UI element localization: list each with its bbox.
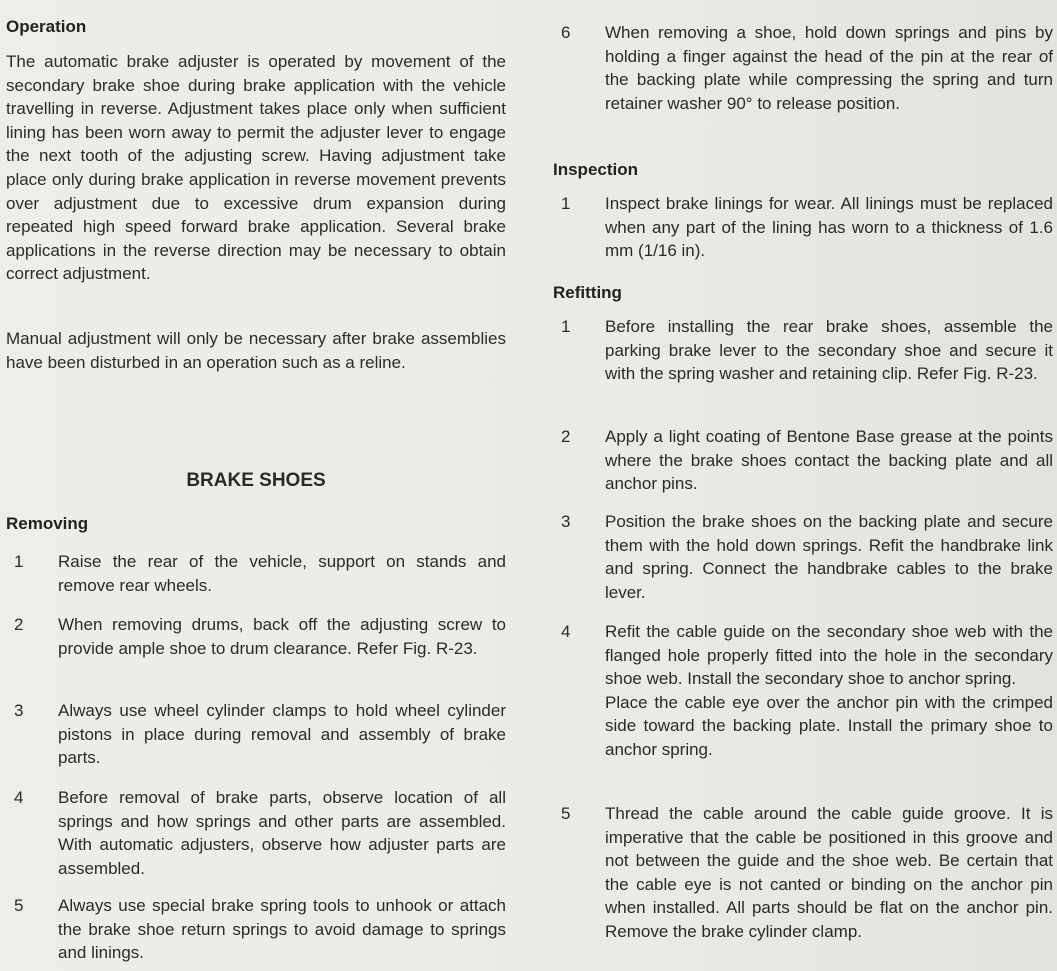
item-number: 2	[561, 427, 571, 446]
inspection-item-1	[553, 192, 1053, 263]
item-text: Before removal of brake parts, observe location of all springs and how springs and other parts are assembled. With automatic adjusters, observe how adjuster parts are assembled.	[58, 788, 506, 878]
item-number: 4	[14, 788, 24, 807]
item-number: 1	[561, 317, 571, 336]
removing-item-5	[6, 894, 506, 965]
item-text: Refit the cable guide on the secondary shoe web with the flanged hole properly fitted into the hole in the secondary shoe web. Install the secondary shoe to anchor spring.	[605, 622, 1053, 689]
item-number: 1	[561, 194, 571, 213]
refitting-heading: Refitting	[553, 283, 622, 302]
removing-item-2	[6, 613, 506, 660]
refitting-item-3	[553, 510, 1053, 604]
operation-heading: Operation	[6, 17, 87, 36]
item-number: 1	[14, 552, 24, 571]
item-number: 3	[561, 512, 571, 531]
item-text: Apply a light coating of Bentone Base grease at the points where the brake shoes contact the backing plate and all anchor pins.	[605, 427, 1053, 494]
item-text: Thread the cable around the cable guide groove. It is imperative that the cable be positioned in this groove and not between the guide and the shoe web. Be certain that the cable eye is not canted or binding on the anchor pin when installed. All parts should be flat on the anchor pin. Remove the brake cylinder clamp.	[605, 804, 1053, 941]
item-number: 2	[14, 615, 24, 634]
refitting-item-5	[553, 802, 1053, 944]
section-title: BRAKE SHOES	[186, 470, 326, 491]
item-text-continued: Place the cable eye over the anchor pin with the crimped side toward the backing plate. Install the primary shoe to anchor spring.	[605, 692, 1053, 759]
item-text: Always use special brake spring tools to unhook or attach the brake shoe return springs to avoid damage to springs and linings.	[58, 896, 506, 963]
operation-paragraph-1: The automatic brake adjuster is operated by movement of the secondary brake shoe during brake application with the vehicle travelling in reverse. Adjustment takes place only when sufficient lining has been worn away to permit the adjuster lever to engage the next tooth of the adjusting screw. Having adjustment take place only during brake application in reverse movement prevents over adjustment due to excessive drum expansion during repeated high speed forward brake application. Several brake applications in the reverse direction may be necessary to obtain correct adjustment.	[6, 52, 506, 284]
removing-item-4	[6, 786, 506, 880]
item-number: 5	[14, 896, 24, 915]
item-number: 4	[561, 622, 571, 641]
item-number: 3	[14, 701, 24, 720]
item-text: When removing a shoe, hold down springs and pins by holding a finger against the head of the pin at the rear of the backing plate while compressing the spring and turn retainer washer 90° to release position.	[605, 23, 1053, 113]
item-text: Before installing the rear brake shoes, assemble the parking brake lever to the secondary shoe and secure it with the spring washer and retaining clip. Refer Fig. R-23.	[605, 317, 1053, 384]
refitting-item-1	[553, 315, 1053, 386]
removing-heading: Removing	[6, 514, 89, 533]
item-text: Position the brake shoes on the backing plate and secure them with the hold down springs. Refit the handbrake link and spring. Connect the handbrake cables to the brake lever.	[605, 512, 1053, 602]
operation-paragraph-2: Manual adjustment will only be necessary after brake assemblies have been disturbed in an operation such as a reline.	[6, 329, 506, 372]
refitting-item-4	[553, 620, 1053, 762]
inspection-heading: Inspection	[553, 160, 639, 179]
item-text: Inspect brake linings for wear. All linings must be replaced when any part of the lining has worn to a thickness of 1.6 mm (1/16 in).	[605, 194, 1053, 261]
removing-item-6	[553, 21, 1053, 115]
removing-item-3	[6, 699, 506, 770]
item-text: When removing drums, back off the adjusting screw to provide ample shoe to drum clearance. Refer Fig. R-23.	[58, 615, 506, 658]
item-number: 6	[561, 23, 571, 42]
refitting-item-2	[553, 425, 1053, 496]
item-number: 5	[561, 804, 571, 823]
removing-item-1	[6, 550, 506, 597]
item-text: Always use wheel cylinder clamps to hold wheel cylinder pistons in place during removal and assembly of brake parts.	[58, 701, 506, 768]
item-text: Raise the rear of the vehicle, support on stands and remove rear wheels.	[58, 552, 506, 595]
